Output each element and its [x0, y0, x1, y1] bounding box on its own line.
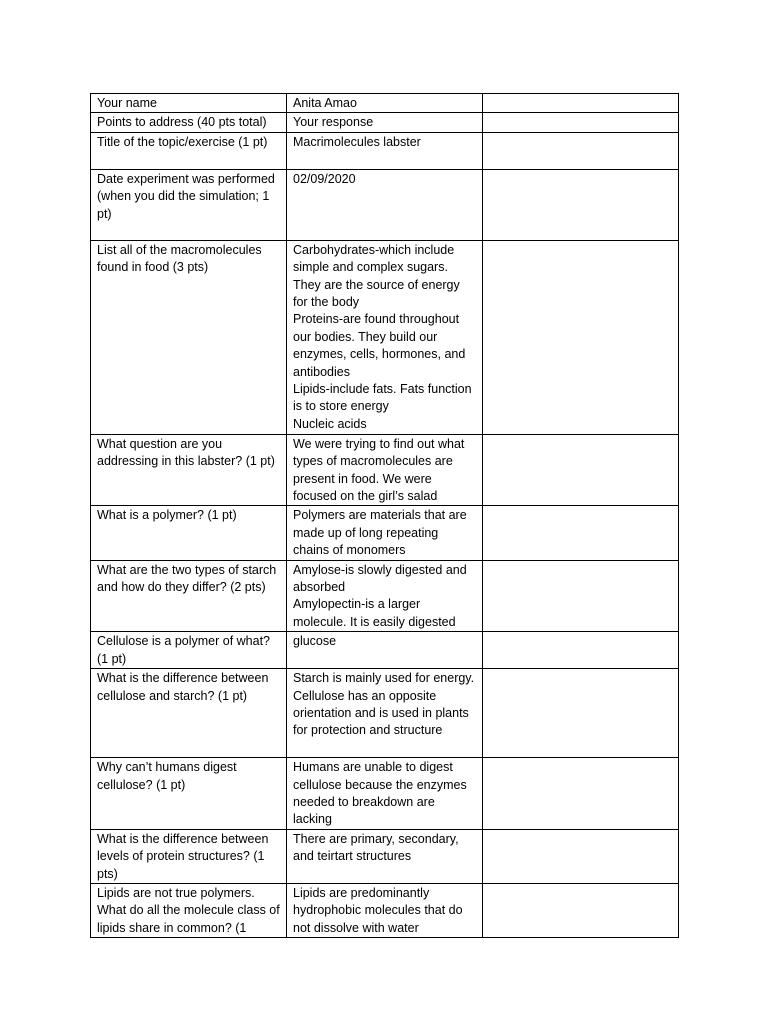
prompt-cell: What is the difference between levels of protein structures? (1 pts) [91, 829, 287, 883]
notes-cell [483, 94, 679, 113]
notes-cell [483, 169, 679, 240]
response-cell: Carbohydrates-which include simple and complex sugars. They are the source of energy for the body Proteins-are found throughout our bodies. They build our enzymes, cells, hormones, and antibodies Lipids-include fats. Fats function is to store energy Nucleic acids [287, 240, 483, 434]
notes-cell [483, 669, 679, 758]
prompt-cell: What is a polymer? (1 pt) [91, 506, 287, 560]
prompt-cell: What are the two types of starch and how do they differ? (2 pts) [91, 560, 287, 632]
notes-cell [483, 132, 679, 169]
prompt-cell: What question are you addressing in this labster? (1 pt) [91, 434, 287, 506]
response-cell: Starch is mainly used for energy. Cellulose has an opposite orientation and is used in plants for protection and structure [287, 669, 483, 758]
table-row [91, 669, 679, 758]
table-row [91, 113, 679, 132]
table-row [91, 829, 679, 883]
prompt-cell: Cellulose is a polymer of what? (1 pt) [91, 632, 287, 669]
response-cell: Humans are unable to digest cellulose because the enzymes needed to breakdown are lacking [287, 758, 483, 830]
worksheet-table [90, 93, 679, 938]
notes-cell [483, 883, 679, 937]
prompt-cell: What is the difference between cellulose and starch? (1 pt) [91, 669, 287, 758]
table-row [91, 506, 679, 560]
response-cell: glucose [287, 632, 483, 669]
table-row [91, 434, 679, 506]
notes-cell [483, 758, 679, 830]
notes-cell [483, 434, 679, 506]
table-row [91, 169, 679, 240]
response-cell: Anita Amao [287, 94, 483, 113]
table-row [91, 758, 679, 830]
prompt-cell: Title of the topic/exercise (1 pt) [91, 132, 287, 169]
notes-cell [483, 560, 679, 632]
response-cell: There are primary, secondary, and teirtart structures [287, 829, 483, 883]
response-cell: 02/09/2020 [287, 169, 483, 240]
table-row [91, 632, 679, 669]
prompt-cell: Your name [91, 94, 287, 113]
response-cell: We were trying to find out what types of macromolecules are present in food. We were focused on the girl’s salad [287, 434, 483, 506]
prompt-cell: Lipids are not true polymers. What do all the molecule class of lipids share in common? (1 [91, 883, 287, 937]
notes-cell [483, 240, 679, 434]
response-cell: Polymers are materials that are made up of long repeating chains of monomers [287, 506, 483, 560]
table-row [91, 94, 679, 113]
notes-cell [483, 113, 679, 132]
notes-cell [483, 632, 679, 669]
table-row [91, 240, 679, 434]
notes-cell [483, 506, 679, 560]
prompt-cell: Points to address (40 pts total) [91, 113, 287, 132]
table-row [91, 132, 679, 169]
response-cell: Macrimolecules labster [287, 132, 483, 169]
notes-cell [483, 829, 679, 883]
table-row [91, 883, 679, 937]
response-cell: Amylose-is slowly digested and absorbed Amylopectin-is a larger molecule. It is easily digested [287, 560, 483, 632]
table-row [91, 560, 679, 632]
prompt-cell: Date experiment was performed (when you did the simulation; 1 pt) [91, 169, 287, 240]
prompt-cell: Why can’t humans digest cellulose? (1 pt) [91, 758, 287, 830]
response-cell: Lipids are predominantly hydrophobic molecules that do not dissolve with water [287, 883, 483, 937]
response-cell: Your response [287, 113, 483, 132]
prompt-cell: List all of the macromolecules found in food (3 pts) [91, 240, 287, 434]
